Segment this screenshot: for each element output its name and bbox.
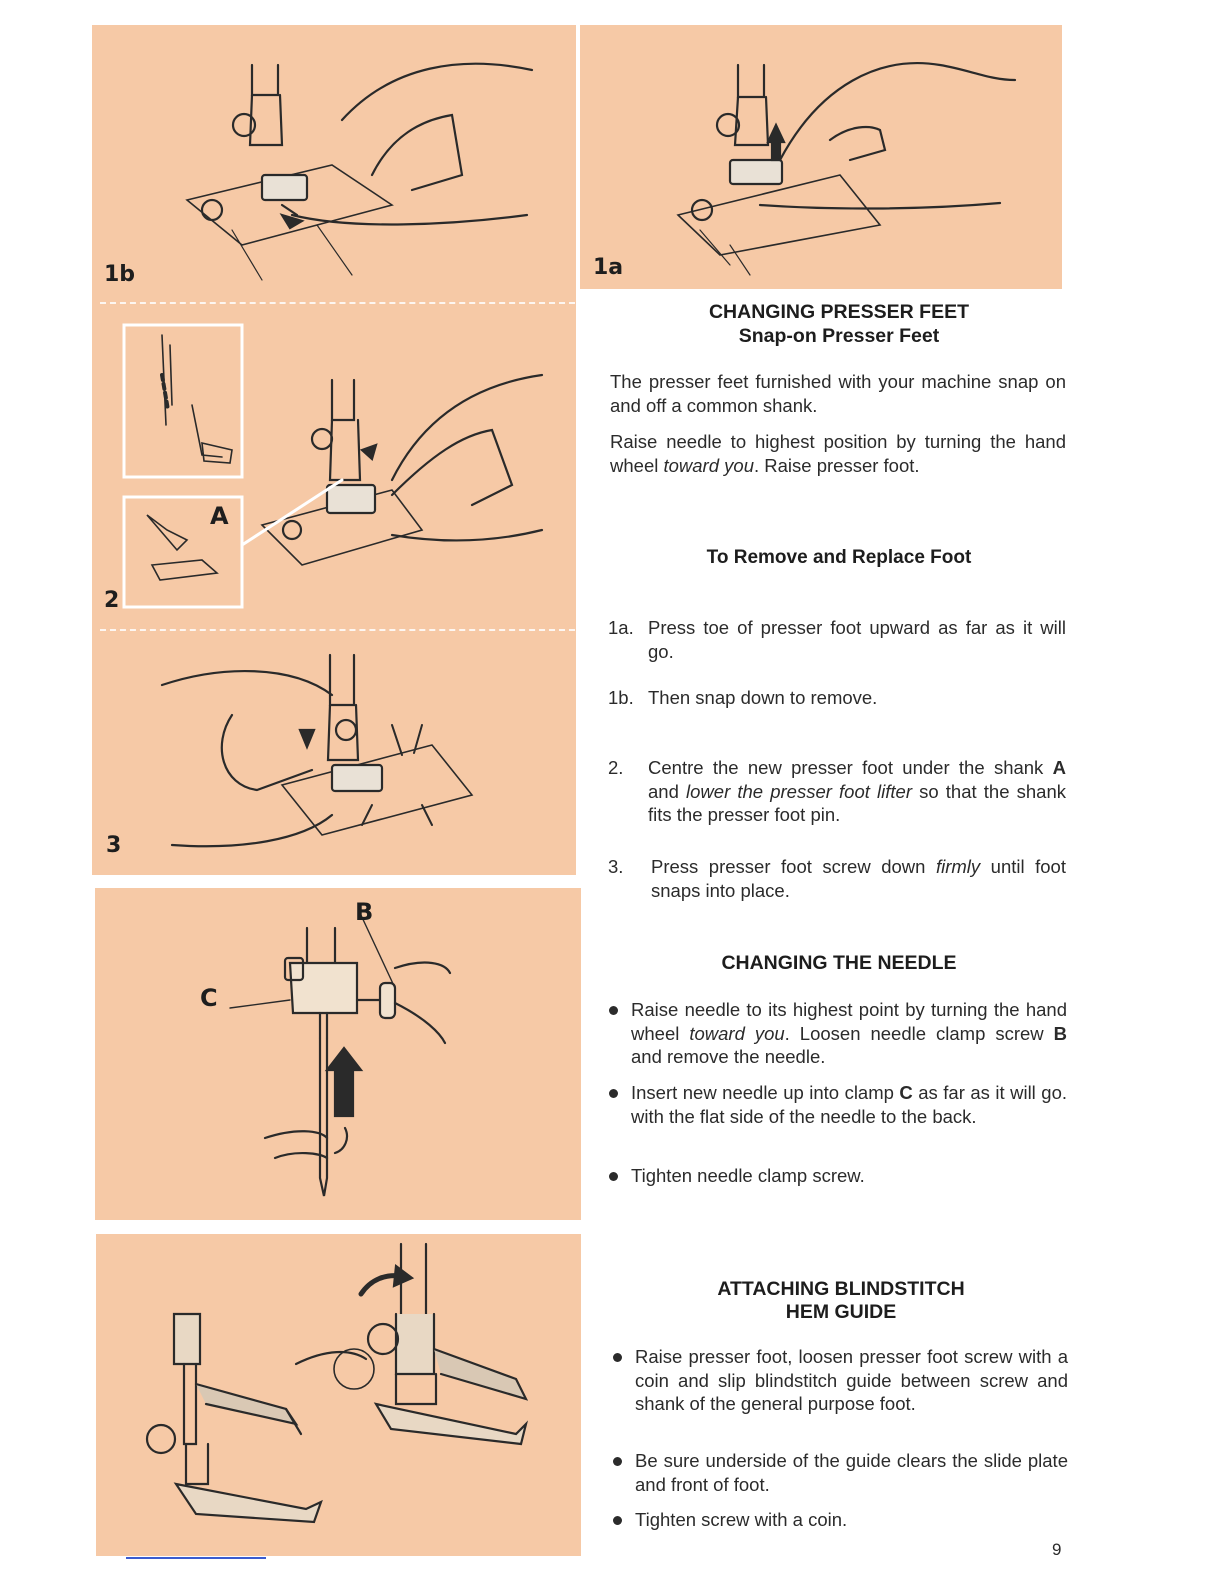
needle-clamp-illustration <box>95 888 581 1220</box>
step-3-part-2: until foot snaps into place. <box>651 856 1066 901</box>
needle-b2-clamp-label: C <box>899 1082 913 1103</box>
callout-a: A <box>210 502 229 530</box>
needle-bullet-1 <box>631 998 1067 1069</box>
divider-1 <box>100 302 575 304</box>
illustration-panel-needle <box>95 888 581 1220</box>
needle-b1-part-2: . Loosen needle clamp screw <box>784 1022 1054 1044</box>
figure-label-1b: 1b <box>104 262 136 287</box>
blindstitch-bullet-2 <box>635 1449 1068 1496</box>
bullet-icon <box>613 1457 622 1466</box>
step-3-part-1: Press presser foot screw down <box>651 856 936 877</box>
bullet-icon <box>609 1089 618 1098</box>
step-2 <box>608 756 1066 827</box>
step-3-text <box>651 855 1066 902</box>
raise-needle-text-1: Raise needle to highest position by turning the hand wheel <box>610 431 1066 476</box>
raise-needle-paragraph <box>610 430 1066 477</box>
needle-b1-part-1: Raise needle to its highest point by turning the hand wheel <box>631 999 1067 1044</box>
needle-b3-text: Tighten needle clamp screw. <box>631 1165 865 1186</box>
illustration-panel-blindstitch <box>96 1234 581 1556</box>
step-1a-text: Press toe of presser foot upward as far as it will go. <box>648 617 1066 662</box>
step-2-number: 2. <box>608 757 624 778</box>
step-1b <box>608 686 1066 710</box>
bullet-icon <box>613 1353 622 1362</box>
needle-b1-emphasis: toward you <box>689 1022 785 1044</box>
figure-label-2: 2 <box>104 588 120 613</box>
bullet-icon <box>613 1516 622 1525</box>
needle-b2-part-2: as far as it will go. with the flat side of the needle to the back. <box>631 1082 1067 1127</box>
step-3-number: 3. <box>608 856 624 877</box>
blindstitch-b1-text: Raise presser foot, loosen presser foot screw with a coin and slip blindstitch guide between screw and shank of the general purpose foot. <box>635 1346 1068 1414</box>
illustration-panel-steps-1b-2-3 <box>92 25 576 875</box>
figure-label-1a: 1a <box>593 255 624 280</box>
step-3 <box>608 855 1066 902</box>
blindstitch-bullet-3 <box>635 1508 1068 1532</box>
illustration-panel-1a <box>580 25 1062 289</box>
blindstitch-b3-text: Tighten screw with a coin. <box>635 1509 848 1530</box>
blindstitch-b2-text: Be sure underside of the guide clears the slide plate and front of foot. <box>635 1450 1068 1495</box>
step-2-part-3: so that the shank fits the presser foot pin. <box>648 780 1067 825</box>
step-2-part-2: and <box>648 780 687 802</box>
presser-feet-subheading: Snap-on Presser Feet <box>738 325 940 347</box>
needle-b1-part-3: and remove the needle. <box>631 1046 826 1067</box>
raise-needle-emphasis: toward you <box>663 454 754 476</box>
blindstitch-heading-line1: ATTACHING BLINDSTITCH <box>717 1278 965 1300</box>
needle-bullet-3 <box>631 1164 1067 1188</box>
needle-b2-part-1: Insert new needle up into clamp <box>631 1082 900 1103</box>
footer-rule <box>126 1557 266 1559</box>
callout-c: C <box>200 984 218 1012</box>
presser-feet-intro: The presser feet furnished with your machine snap on and off a common shank. <box>610 371 1066 416</box>
raise-needle-text-2: . Raise presser foot. <box>753 454 920 476</box>
needle-bullet-2 <box>631 1081 1067 1128</box>
step-2-part-1: Centre the new presser foot under the shank <box>648 757 1053 778</box>
needle-b1-screw-label: B <box>1053 1022 1068 1044</box>
remove-replace-heading: To Remove and Replace Foot <box>706 547 972 568</box>
presser-foot-illustrations <box>92 25 576 875</box>
bullet-icon <box>609 1006 618 1015</box>
blindstitch-heading-line2: HEM GUIDE <box>785 1301 897 1323</box>
step-2-shank-label: A <box>1052 757 1066 778</box>
figure-label-3: 3 <box>106 833 122 858</box>
divider-2 <box>100 629 575 631</box>
step-3-emphasis: firmly <box>935 856 981 877</box>
presser-foot-raise-illustration <box>580 25 1062 289</box>
step-1a-number: 1a. <box>608 617 634 638</box>
blindstitch-guide-illustration <box>96 1234 581 1556</box>
step-1a <box>608 616 1066 663</box>
step-1b-text: Then snap down to remove. <box>648 687 878 708</box>
step-2-emphasis: lower the presser foot lifter <box>686 780 912 802</box>
bullet-icon <box>609 1172 618 1181</box>
callout-b: B <box>355 898 374 926</box>
step-2-text <box>648 756 1066 827</box>
step-1b-number: 1b. <box>608 687 634 708</box>
blindstitch-bullet-1 <box>635 1345 1068 1416</box>
needle-heading: CHANGING THE NEEDLE <box>721 952 957 974</box>
presser-feet-heading: CHANGING PRESSER FEET <box>708 301 970 323</box>
page-number: 9 <box>1052 1540 1062 1559</box>
